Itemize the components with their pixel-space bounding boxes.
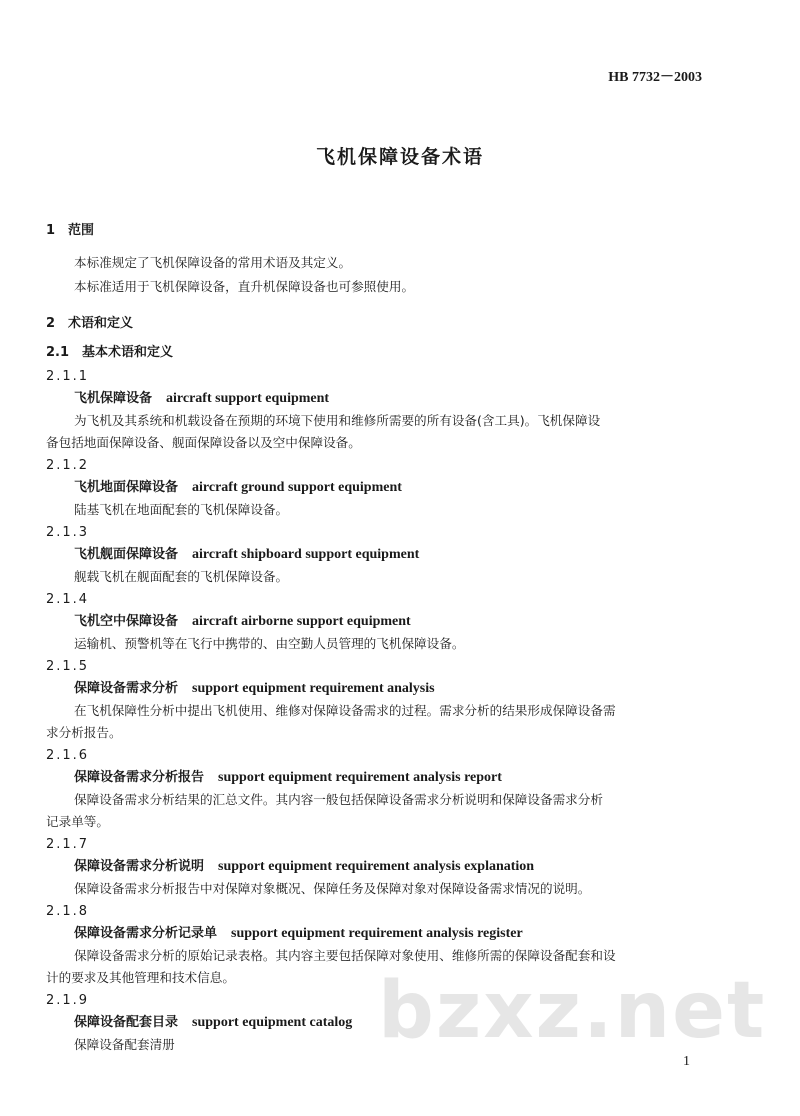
section-heading-terms: 2 术语和定义 bbox=[46, 316, 134, 331]
term-definition: 保障设备需求分析结果的汇总文件。其内容一般包括保障设备需求分析说明和保障设备需求分析 bbox=[74, 792, 603, 807]
term-definition: 保障设备需求分析报告中对保障对象概况、保障任务及保障对象对保障设备需求情况的说明。 bbox=[74, 881, 591, 896]
term-number: 2.1.8 bbox=[46, 904, 90, 919]
term-chinese: 保障设备需求分析说明 bbox=[74, 859, 205, 874]
term-definition: 备包括地面保障设备、舰面保障设备以及空中保障设备。 bbox=[46, 435, 361, 450]
term-definition: 求分析报告。 bbox=[46, 725, 122, 740]
term-english: aircraft ground support equipment bbox=[192, 480, 402, 495]
term-english: aircraft support equipment bbox=[166, 391, 330, 406]
term-chinese: 飞机空中保障设备 bbox=[74, 614, 179, 629]
term-number: 2.1.5 bbox=[46, 659, 90, 674]
term-chinese: 飞机保障设备 bbox=[74, 391, 153, 406]
term-chinese: 保障设备需求分析记录单 bbox=[74, 926, 218, 941]
term-number: 2.1.9 bbox=[46, 993, 90, 1008]
term-heading bbox=[74, 389, 329, 409]
term-heading bbox=[74, 612, 411, 632]
page-number: 1 bbox=[683, 1054, 690, 1069]
watermark-text: bzxz.net bbox=[378, 966, 767, 1056]
term-heading bbox=[74, 924, 523, 944]
term-english: aircraft shipboard support equipment bbox=[192, 547, 420, 562]
term-english: aircraft airborne support equipment bbox=[192, 614, 411, 629]
document-title: 飞机保障设备术语 bbox=[315, 146, 484, 168]
term-definition: 陆基飞机在地面配套的飞机保障设备。 bbox=[74, 502, 289, 517]
term-number: 2.1.4 bbox=[46, 592, 90, 607]
term-chinese: 飞机舰面保障设备 bbox=[74, 547, 179, 562]
term-definition: 保障设备需求分析的原始记录表格。其内容主要包括保障对象使用、维修所需的保障设备配套和设 bbox=[74, 948, 616, 963]
subsection-heading-basic-terms: 2.1 基本术语和定义 bbox=[46, 345, 174, 360]
term-chinese: 保障设备配套目录 bbox=[74, 1015, 179, 1030]
term-definition: 保障设备配套清册 bbox=[74, 1037, 175, 1052]
section-heading-scope: 1 范围 bbox=[46, 223, 95, 238]
term-definition: 在飞机保障性分析中提出飞机使用、维修对保障设备需求的过程。需求分析的结果形成保障设备需 bbox=[74, 703, 616, 718]
term-number: 2.1.7 bbox=[46, 837, 90, 852]
term-definition: 为飞机及其系统和机载设备在预期的环境下使用和维修所需要的所有设备(含工具)。飞机保障设 bbox=[74, 413, 601, 428]
term-definition: 舰载飞机在舰面配套的飞机保障设备。 bbox=[74, 569, 289, 584]
term-definition: 计的要求及其他管理和技术信息。 bbox=[46, 970, 235, 985]
term-chinese: 飞机地面保障设备 bbox=[74, 480, 179, 495]
scope-paragraph: 本标准适用于飞机保障设备，直升机保障设备也可参照使用。 bbox=[74, 279, 415, 294]
term-heading bbox=[74, 679, 435, 699]
term-heading bbox=[74, 768, 502, 788]
term-definition: 记录单等。 bbox=[46, 814, 109, 829]
scope-paragraph: 本标准规定了飞机保障设备的常用术语及其定义。 bbox=[74, 255, 352, 270]
term-english: support equipment requirement analysis report bbox=[218, 770, 502, 785]
term-number: 2.1.3 bbox=[46, 525, 90, 540]
term-chinese: 保障设备需求分析报告 bbox=[74, 770, 205, 785]
term-english: support equipment requirement analysis register bbox=[231, 926, 523, 941]
term-number: 2.1.6 bbox=[46, 748, 90, 763]
term-heading bbox=[74, 545, 419, 565]
term-definition: 运输机、预警机等在飞行中携带的、由空勤人员管理的飞机保障设备。 bbox=[74, 636, 465, 651]
term-english: support equipment catalog bbox=[192, 1015, 353, 1030]
term-heading bbox=[74, 857, 534, 877]
standard-number: HB 7732－2003 bbox=[608, 70, 702, 85]
term-number: 2.1.2 bbox=[46, 458, 90, 473]
term-heading bbox=[74, 478, 402, 498]
term-heading bbox=[74, 1013, 352, 1033]
term-chinese: 保障设备需求分析 bbox=[74, 681, 179, 696]
term-english: support equipment requirement analysis bbox=[192, 681, 435, 696]
term-english: support equipment requirement analysis explanation bbox=[218, 859, 535, 874]
term-number: 2.1.1 bbox=[46, 369, 90, 384]
